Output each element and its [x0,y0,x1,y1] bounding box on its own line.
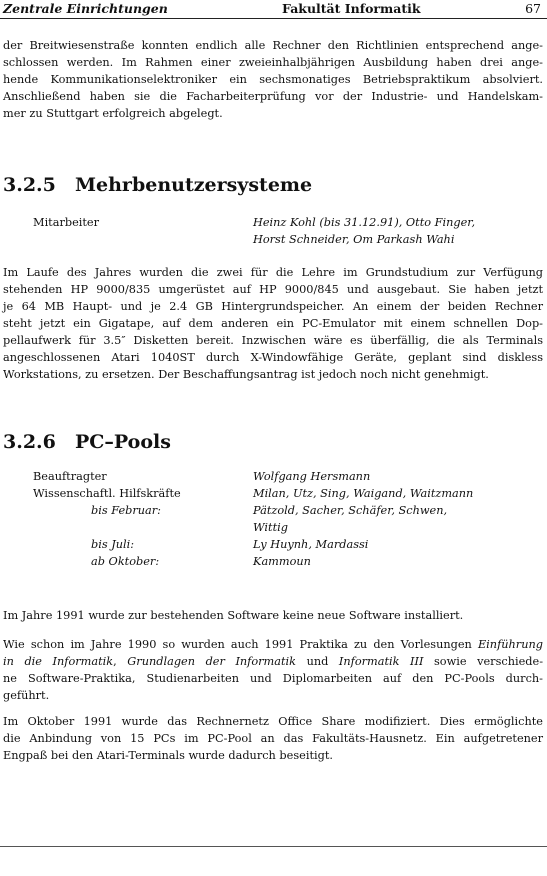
page-number: 67 [525,1,541,16]
staff-names [253,536,368,553]
text-line: geführt. [3,689,50,702]
staff-label: Beauftragter [33,470,107,483]
text-line: Im Laufe des Jahres wurden die zwei für die Lehre im Grundstudium zur Verfügung [3,266,543,279]
staff-names-line: Kammoun [253,555,311,568]
staff-names [253,485,473,502]
text-line: die Anbindung von 15 PCs im PC-Pool an das Fakultäts-Hausnetz. Ein aufgetretener [3,732,543,745]
text-line: stehenden HP 9000/835 umgerüstet auf HP 9000/845 und ausgebaut. Sie haben jetzt [3,283,543,296]
staff-label: Wissenschaftl. Hilfskräfte [33,487,181,500]
section-title: Mehrbenutzersysteme [75,174,313,196]
staff-names [253,214,475,248]
text-line: hende Kommunikationselektroniker ein sechsmonatiges Betriebspraktikum absolviert. [3,73,543,86]
text-line [3,636,543,653]
section-number: 3.2.6 [3,431,56,453]
netzwerk-paragraph [3,713,543,764]
header-section-name: Zentrale Einrichtungen [3,1,168,16]
staff-row [33,553,543,570]
course-title: Einführung [477,638,543,651]
text-run: Wie schon im Jahre 1990 so wurden auch 1991 Praktika zu den Vorlesungen [3,638,478,651]
text-line: der Breitwiesenstraße konnten endlich alle Rechner den Richtlinien entsprechend ange- [3,39,543,52]
staff-list-pc-pools [33,468,543,570]
staff-row [33,468,543,485]
text-line: angeschlossenen Atari 1040ST durch X-Windowfähige Geräte, geplant sind diskless [3,351,543,364]
text-line: pellaufwerk für 3.5″ Disketten bereit. Inzwischen wäre es überfällig, die als Terminals [3,334,543,347]
mehrbenutzer-paragraph [3,264,543,383]
staff-names-line: Heinz Kohl (bis 31.12.91), Otto Finger, [253,216,476,229]
text-line: Im Oktober 1991 wurde das Rechnernetz Office Share modifiziert. Dies ermöglichte [3,715,543,728]
staff-names-line: Wolfgang Hersmann [253,470,371,483]
staff-names-line: Horst Schneider, Om Parkash Wahi [253,233,455,246]
text-line: Anschließend haben sie die Facharbeiterprüfung vor der Industrie- und Handelskam- [3,90,543,103]
text-line: Engpaß bei den Atari-Terminals wurde dadurch beseitigt. [3,749,333,762]
staff-label: Mitarbeiter [33,216,100,229]
praktika-paragraph [3,636,543,704]
staff-period-label: ab Oktober: [91,555,160,568]
course-title: Grundlagen der Informatik [127,655,297,668]
staff-names [253,468,370,485]
staff-row [33,214,543,248]
text-run: sowie verschiede- [423,655,544,668]
text-run: , [113,655,128,668]
text-line [3,653,543,670]
header-rule [0,18,547,19]
text-line: schlossen werden. Im Rahmen einer zweieinhalbjährigen Ausbildung haben drei ange- [3,56,543,69]
text-line: je 64 MB Haupt- und je 2.4 GB Hintergrundspeicher. An einem der beiden Rechner [3,300,543,313]
staff-list-mehrbenutzer [33,214,543,248]
staff-names-line: Pätzold, Sacher, Schäfer, Schwen, [253,504,448,517]
text-line: ne Software-Praktika, Studienarbeiten und Diplomarbeiten auf den PC-Pools durch- [3,672,543,685]
footer-rule [0,846,547,847]
staff-period-label: bis Februar: [91,504,161,517]
staff-row [33,536,543,553]
intro-paragraph [3,37,543,122]
text-run: und [296,655,339,668]
section-title: PC–Pools [75,431,171,453]
staff-row [33,502,543,536]
section-heading-3-2-5 [3,174,312,196]
staff-names [253,553,311,570]
software-paragraph [3,607,543,624]
header-faculty-name: Fakultät Informatik [282,1,421,16]
text-line: Im Jahre 1991 wurde zur bestehenden Software keine neue Software installiert. [3,609,464,622]
course-title: Informatik III [338,655,424,668]
course-title: in die Informatik [3,655,114,668]
staff-names-line: Wittig [253,521,288,534]
text-line: mer zu Stuttgart erfolgreich abgelegt. [3,107,223,120]
staff-row [33,485,543,502]
staff-names-line: Milan, Utz, Sing, Waigand, Waitzmann [253,487,474,500]
text-line: steht jetzt ein Gigatape, auf dem anderen ein PC-Emulator mit einem schnellen Dop- [3,317,543,330]
staff-period-label: bis Juli: [91,538,135,551]
text-line: Workstations, zu ersetzen. Der Beschaffungsantrag ist jedoch noch nicht genehmigt. [3,368,489,381]
section-heading-3-2-6 [3,431,171,453]
section-number: 3.2.5 [3,174,56,196]
staff-names [253,502,447,536]
staff-names-line: Ly Huynh, Mardassi [253,538,369,551]
